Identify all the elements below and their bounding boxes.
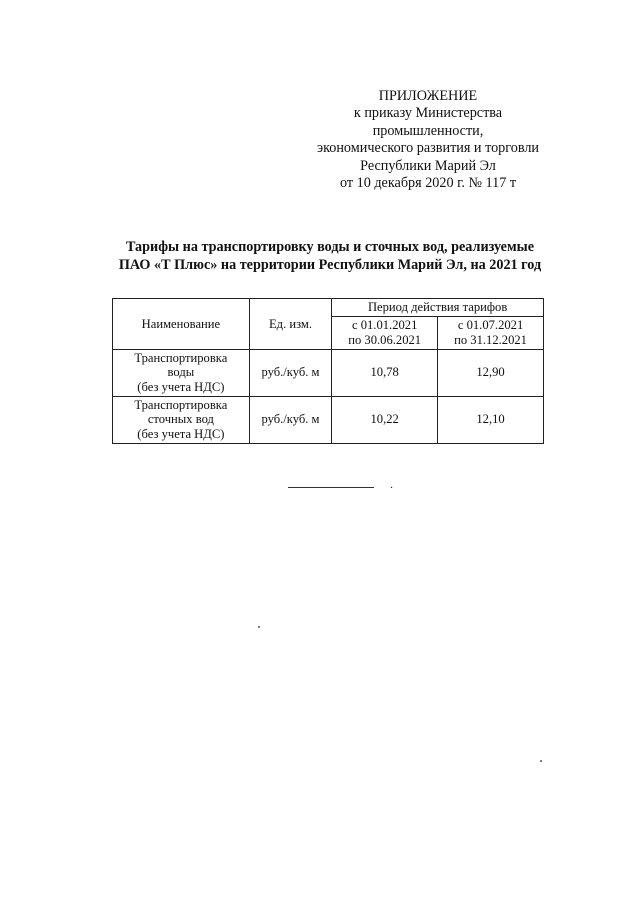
cell-name-line: Транспортировка [134,397,228,412]
cell-period-2: 12,10 [438,396,544,443]
header-period-1 [332,316,438,349]
title-line-1: Тарифы на транспортировку воды и сточных вод, реализуемые [125,239,535,255]
appendix-line: экономического развития и торговли [316,140,540,157]
header-name: Наименование [113,299,250,350]
document-title [80,238,580,274]
cell-name-line: Транспортировка [134,350,228,365]
table-header-row [113,299,544,317]
header-period-2-to: по 31.12.2021 [454,332,527,347]
appendix-line: к приказу Министерства [353,105,503,122]
scan-speck [540,760,542,762]
cell-name [113,396,250,443]
footer-mark: . [390,477,393,491]
cell-unit: руб./куб. м [249,349,332,396]
appendix-line: Республики Марий Эл [360,157,496,174]
cell-unit: руб./куб. м [249,396,332,443]
header-period-1-to: по 30.06.2021 [348,332,422,347]
table-row [113,396,544,443]
header-period-2-from: с 01.07.2021 [457,318,524,332]
title-line-2: ПАО «Т Плюс» на территории Республики Марий Эл, на 2021 год [118,257,542,273]
cell-name [113,349,250,396]
appendix-header [310,88,546,192]
appendix-line: от 10 декабря 2020 г. № 117 т [339,175,517,192]
signature-line [288,487,374,488]
header-unit: Ед. изм. [249,299,332,350]
cell-name-line: сточных вод [147,412,214,427]
cell-period-2: 12,90 [438,349,544,396]
header-period-1-from: с 01.01.2021 [351,318,418,332]
header-period: Период действия тарифов [332,299,544,317]
table-row [113,349,544,396]
appendix-line: ПРИЛОЖЕНИЕ [378,88,478,104]
cell-period-1: 10,78 [332,349,438,396]
cell-name-line: воды [167,365,195,380]
tariff-table [112,298,544,444]
scan-speck [258,626,260,628]
cell-name-line: (без учета НДС) [137,379,225,394]
cell-period-1: 10,22 [332,396,438,443]
header-period-2 [438,316,544,349]
appendix-line: промышленности, [372,122,484,139]
cell-name-line: (без учета НДС) [137,426,225,441]
